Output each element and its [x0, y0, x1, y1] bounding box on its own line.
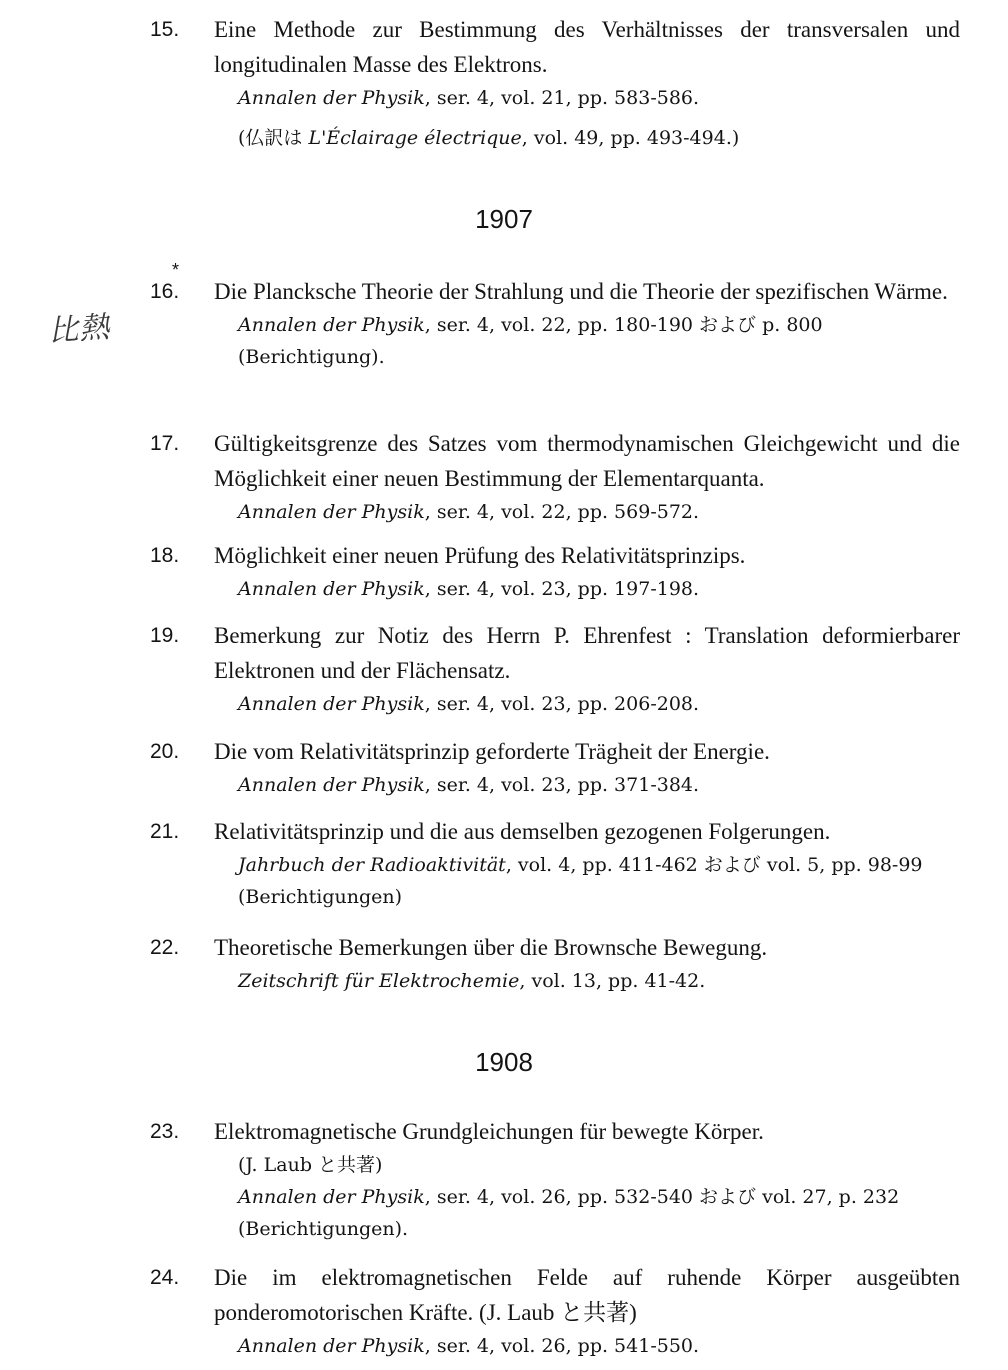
entry-number: 23. [150, 1120, 180, 1143]
reference-details: , ser. 4, vol. 23, pp. 206-208. [424, 693, 700, 715]
reference-details: , vol. 4, pp. 411-462 および vol. 5, pp. 98-99 (Berichtigungen) [238, 854, 923, 908]
entry-15 [150, 12, 960, 154]
entry-number: 18. [150, 544, 180, 567]
journal-name: Annalen der Physik [238, 1186, 425, 1208]
reference-details: , ser. 4, vol. 26, pp. 532-540 および vol. 27, p. 232 (Berichtigungen). [238, 1186, 900, 1240]
entry-number: 22. [150, 936, 180, 959]
entry-number: 20. [150, 740, 180, 763]
handwritten-margin-note: 比熱 [47, 309, 112, 350]
entry-title: Möglichkeit einer neuen Prüfung des Relativitätsprinzips. [214, 543, 746, 568]
journal-name: Annalen der Physik [238, 774, 425, 796]
entry-21 [150, 814, 960, 913]
entry-17 [150, 426, 960, 528]
entry-reference [238, 849, 960, 913]
journal-name: Annalen der Physik [238, 314, 425, 336]
entry-number: 16. [150, 280, 180, 303]
reference-details: , vol. 49, pp. 493-494.) [521, 127, 740, 149]
entry-20 [150, 734, 960, 801]
journal-name: Annalen der Physik [238, 1335, 425, 1357]
entry-18 [150, 538, 960, 605]
entry-number: 17. [150, 432, 180, 455]
entry-title: Relativitätsprinzip und die aus demselben gezogenen Folgerungen. [214, 819, 831, 844]
entry-reference [238, 496, 960, 528]
journal-name: Annalen der Physik [238, 501, 425, 523]
entry-title: Die im elektromagnetischen Felde auf ruhende Körper ausgeübten ponderomotorischen Kräfte. (J. Laub と共著) [214, 1265, 960, 1325]
year-heading-1908: 1908 [475, 1047, 533, 1077]
entry-title: Elektromagnetische Grundgleichungen für bewegte Körper. [214, 1119, 764, 1144]
asterisk-mark: * [172, 260, 180, 280]
year-heading-1907: 1907 [475, 204, 533, 234]
journal-name: Jahrbuch der Radioaktivität [238, 854, 506, 876]
reference-details: , ser. 4, vol. 23, pp. 371-384. [424, 774, 700, 796]
entry-24 [150, 1260, 960, 1362]
reference-details: , vol. 13, pp. 41-42. [519, 970, 706, 992]
reference-details: , ser. 4, vol. 26, pp. 541-550. [424, 1335, 700, 1357]
journal-name: Zeitschrift für Elektrochemie [238, 970, 520, 992]
entry-title: Die Plancksche Theorie der Strahlung und die Theorie der spezifischen Wärme. [214, 279, 948, 304]
entry-title: Die vom Relativitätsprinzip geforderte Trägheit der Energie. [214, 739, 770, 764]
entry-reference [238, 688, 960, 720]
journal-name: Annalen der Physik [238, 578, 425, 600]
entry-reference [238, 1181, 960, 1245]
entry-reference [238, 965, 960, 997]
entry-19 [150, 618, 960, 720]
entry-16 [150, 260, 960, 373]
reference-details: , ser. 4, vol. 23, pp. 197-198. [424, 578, 700, 600]
reference-details: , ser. 4, vol. 22, pp. 569-572. [424, 501, 700, 523]
entry-title: Bemerkung zur Notiz des Herrn P. Ehrenfest : Translation deformierbarer Elektronen und der Flächensatz. [214, 623, 960, 683]
reference-details: , ser. 4, vol. 22, pp. 180-190 および p. 800 (Berichtigung). [238, 314, 823, 368]
journal-name: Annalen der Physik [238, 693, 425, 715]
journal-name: Annalen der Physik [238, 87, 425, 109]
entry-coauthor: (J. Laub と共著) [238, 1154, 383, 1176]
entry-number: 19. [150, 624, 180, 647]
entry-23 [150, 1114, 960, 1245]
journal-name: L'Éclairage électrique [308, 127, 522, 149]
entry-title: Eine Methode zur Bestimmung des Verhältnisses der transversalen und longitudinalen Masse des Elektrons. [214, 17, 960, 77]
entry-reference [238, 1330, 960, 1362]
entry-title: Gültigkeitsgrenze des Satzes vom thermodynamischen Gleichgewicht und die Möglichkeit einer neuen Bestimmung der Elementarquanta. [214, 431, 960, 491]
entry-number: 21. [150, 820, 180, 843]
reference-details: , ser. 4, vol. 21, pp. 583-586. [424, 87, 700, 109]
entry-number: 24. [150, 1266, 180, 1289]
entry-translation-reference [238, 122, 960, 154]
entry-reference [238, 573, 960, 605]
entry-title: Theoretische Bemerkungen über die Brownsche Bewegung. [214, 935, 768, 960]
translation-prefix: (仏訳は [238, 127, 309, 149]
entry-22 [150, 930, 960, 997]
entry-reference [238, 769, 960, 801]
entry-reference [238, 82, 960, 114]
entry-number: 15. [150, 18, 180, 41]
entry-reference [238, 309, 960, 373]
